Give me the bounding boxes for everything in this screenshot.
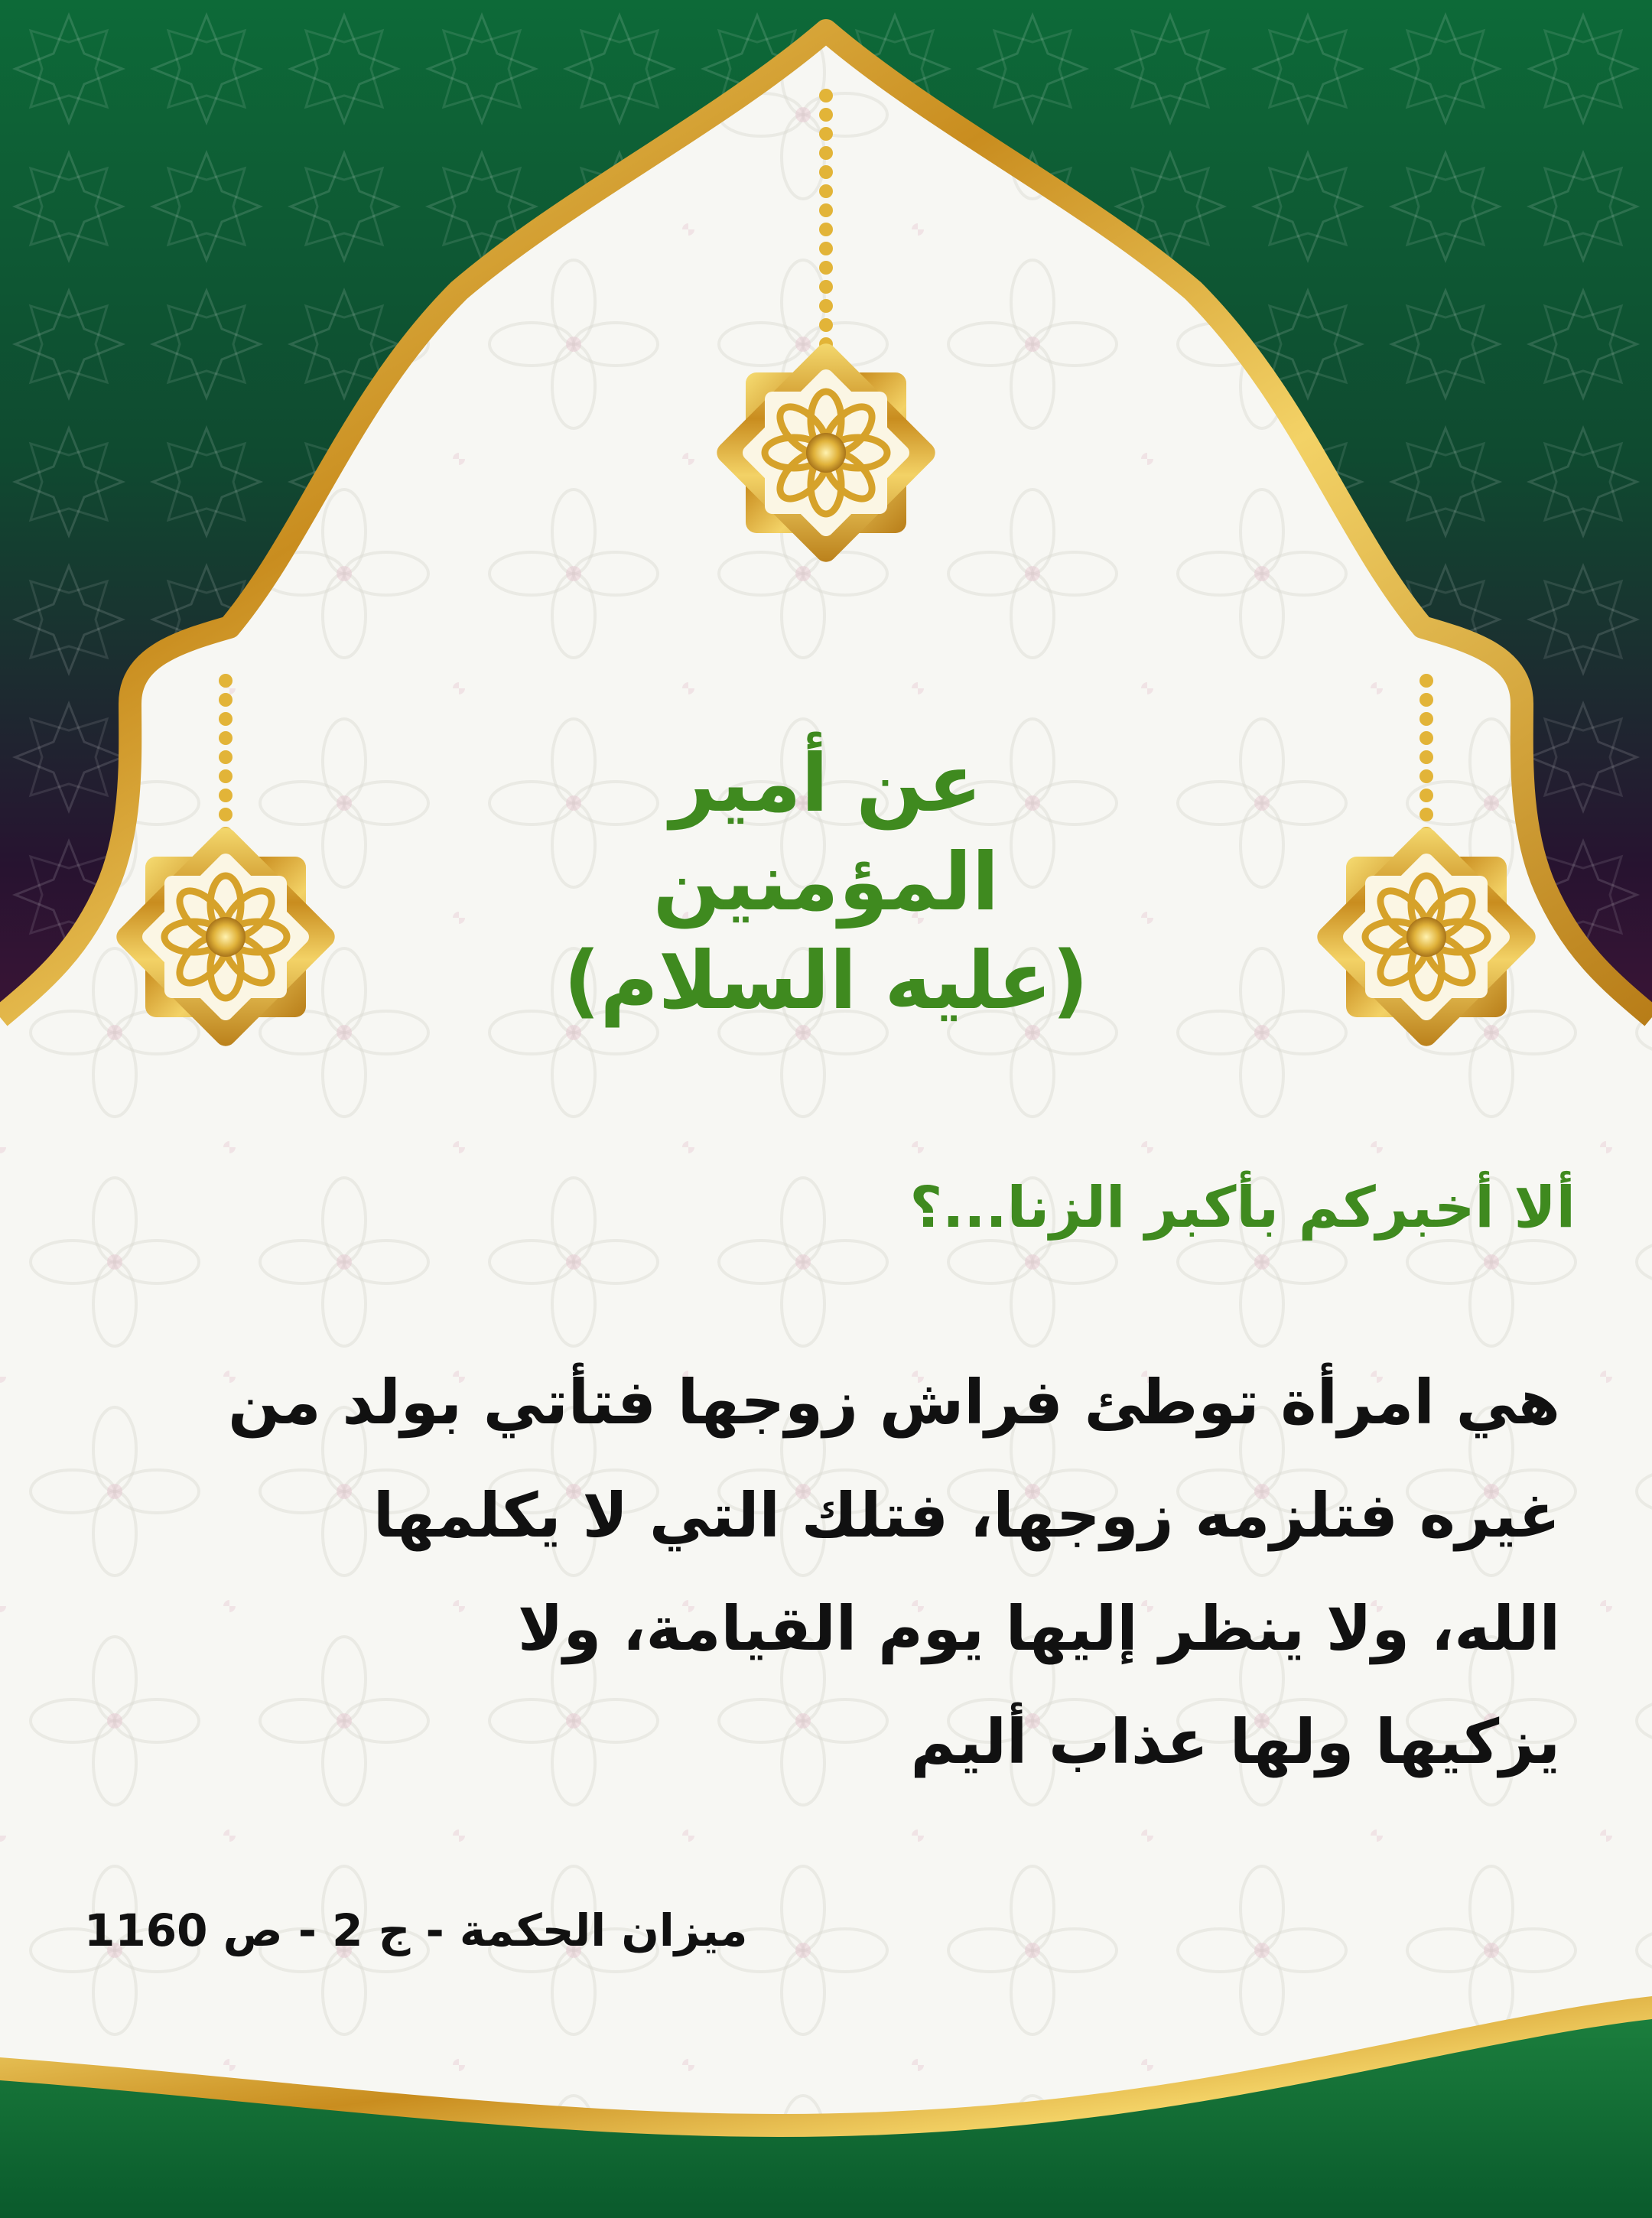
chain-icon <box>1419 674 1433 841</box>
hadith-body <box>76 1346 1560 1799</box>
title-line-2: المؤمنين <box>652 834 1000 929</box>
body-line-4: يزكيها ولها عذاب أليم <box>910 1706 1560 1777</box>
chain-icon <box>219 674 233 841</box>
page-title <box>428 734 1224 1030</box>
title-line-1: عن أمير <box>669 737 983 830</box>
question-heading: ألا أخبركم بأكبر الزنا...؟ <box>909 1175 1576 1241</box>
body-line-3: الله، ولا ينظر إليها يوم القيامة، ولا <box>517 1593 1560 1664</box>
chain-icon <box>819 89 833 370</box>
body-line-2: غيره فتلزمه زوجها، فتلك التي لا يكلمها <box>372 1480 1560 1551</box>
body-line-1: هي امرأة توطئ فراش زوجها فتأتي بولد من <box>228 1367 1560 1438</box>
title-line-3: (عليه السلام) <box>563 933 1088 1027</box>
source-citation: ميزان الحكمة - ج 2 - ص 1160 <box>84 1904 748 1956</box>
